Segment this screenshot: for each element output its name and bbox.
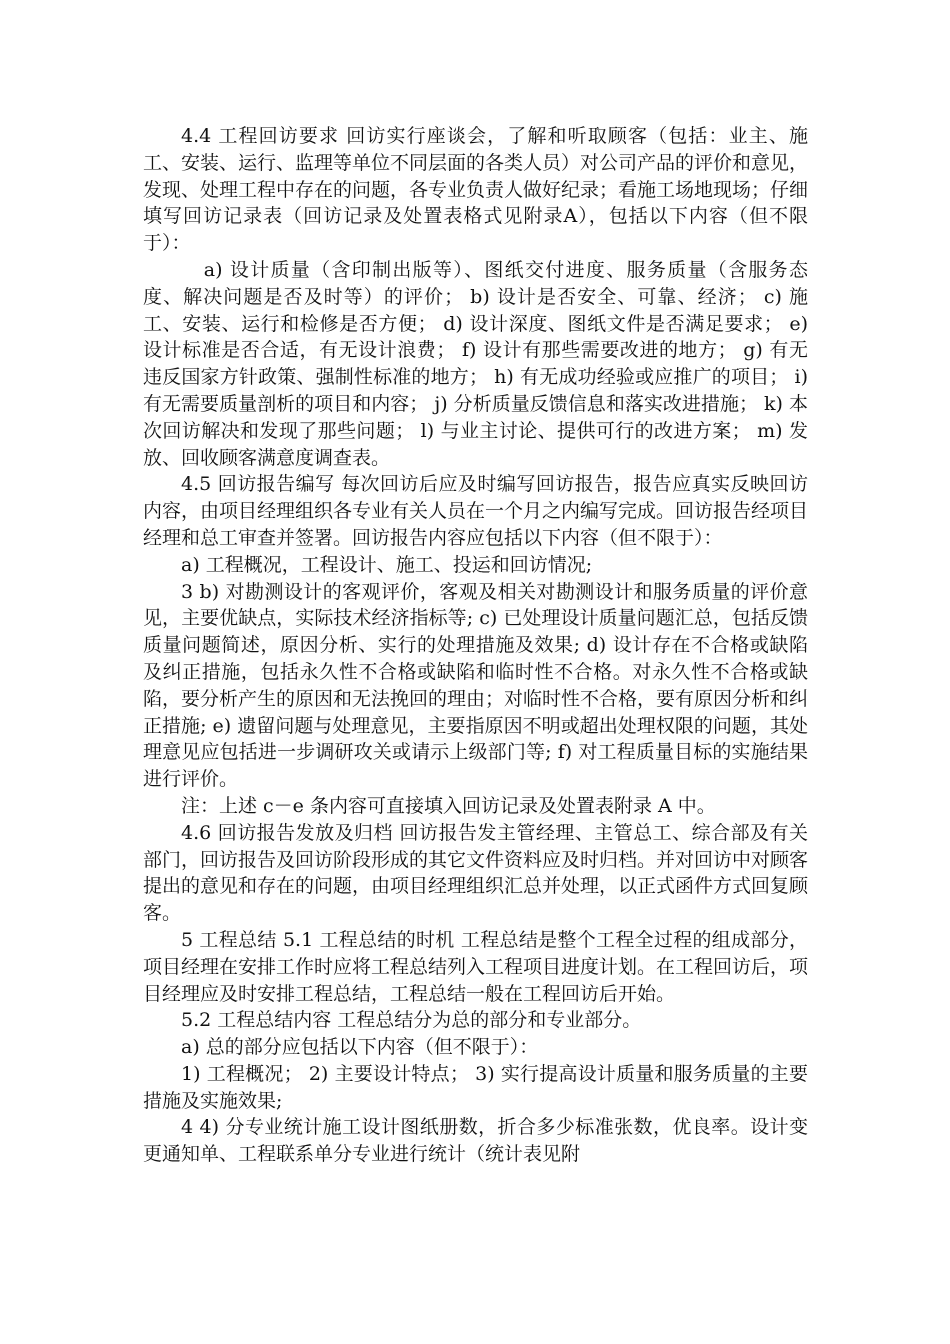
paragraph-general-items-1-3: 1) 工程概况； 2) 主要设计特点； 3) 实行提高设计质量和服务质量的主要措施及实施效果;: [143, 1062, 808, 1112]
document-body: [143, 123, 808, 1168]
paragraph-report-item-a: a) 工程概况，工程设计、施工、投运和回访情况;: [181, 553, 593, 576]
paragraph-4-5-revisit-report: 4.5 回访报告编写 每次回访后应及时编写回访报告，报告应真实反映回访内容，由项目经理组织各专业有关人员在一个月之内编写完成。回访报告经项目经理和总工审查并签署。回访报告内容应包括以下内容（但不限于）：: [143, 473, 809, 549]
paragraph-5-project-summary: 5 工程总结 5.1 工程总结的时机 工程总结是整个工程全过程的组成部分，项目经理在安排工作时应将工程总结列入工程项目进度计划。在工程回访后，项目经理应及时安排工程总结，工程总结一般在工程回访后开始。: [143, 928, 809, 1005]
paragraph-report-items-b-f: 3 b) 对勘测设计的客观评价，客观及相关对勘测设计和服务质量的评价意见，主要优缺点，实际技术经济指标等; c) 已处理设计质量问题汇总，包括反馈质量问题简述，原因分析、实行的处理措施及效果; d) 设计存在不合格或缺陷及纠正措施，包括永久性不合格或缺陷和临时性不合格。对永久性不合格或缺陷，要分析产生的原因和无法挽回的理由；对临时性不合格，要有原因分析和纠正措施; e) 遗留问题与处理意见，主要指原因不明或超出处理权限的问题，其处理意见应包括进一步调研攻关或请示上级部门等; f) 对工程质量目标的实施结果进行评价。: [143, 580, 809, 791]
paragraph-note: 注：上述 c－e 条内容可直接填入回访记录及处置表附录 A 中。: [181, 794, 716, 817]
paragraph-revisit-items-list: a) 设计质量（含印制出版等）、图纸交付进度、服务质量（含服务态度、解决问题是否及时等）的评价； b) 设计是否安全、可靠、经济； c) 施工、安装、运行和检修是否方便； d) 设计深度、图纸文件是否满足要求； e) 设计标准是否合适，有无设计浪费； f) 设计有那些需要改进的地方； g) 有无违反国家方针政策、强制性标准的地方； h) 有无成功经验或应推广的项目； i) 有无需要质量剖析的项目和内容； j) 分析质量反馈信息和落实改进措施； k) 本次回访解决和发现了那些问题； l) 与业主讨论、提供可行的改进方案； m) 发放、回收顾客满意度调查表。: [143, 258, 808, 469]
paragraph-general-part: a) 总的部分应包括以下内容（但不限于）：: [181, 1036, 539, 1059]
paragraph-general-item-4: 4 4) 分专业统计施工设计图纸册数，折合多少标准张数，优良率。设计变更通知单、工程联系单分专业进行统计（统计表见附: [143, 1116, 808, 1166]
paragraph-4-6-report-distribution: 4.6 回访报告发放及归档 回访报告发主管经理、主管总工、综合部及有关部门，回访报告及回访阶段形成的其它文件资料应及时归档。并对回访中对顾客提出的意见和存在的问题，由项目经理组织汇总并处理，以正式函件方式回复顾客。: [143, 821, 809, 925]
paragraph-4-4-revisit-requirements: 4.4 工程回访要求 回访实行座谈会，了解和听取顾客（包括：业主、施工、安装、运行、监理等单位不同层面的各类人员）对公司产品的评价和意见，发现、处理工程中存在的问题，各专业负责人做好纪录；看施工场地现场；仔细填写回访记录表（回访记录及处置表格式见附录A），包括以下内容（但不限于）：: [143, 125, 809, 255]
paragraph-5-2-summary-content: 5.2 工程总结内容 工程总结分为总的部分和专业部分。: [181, 1009, 642, 1032]
